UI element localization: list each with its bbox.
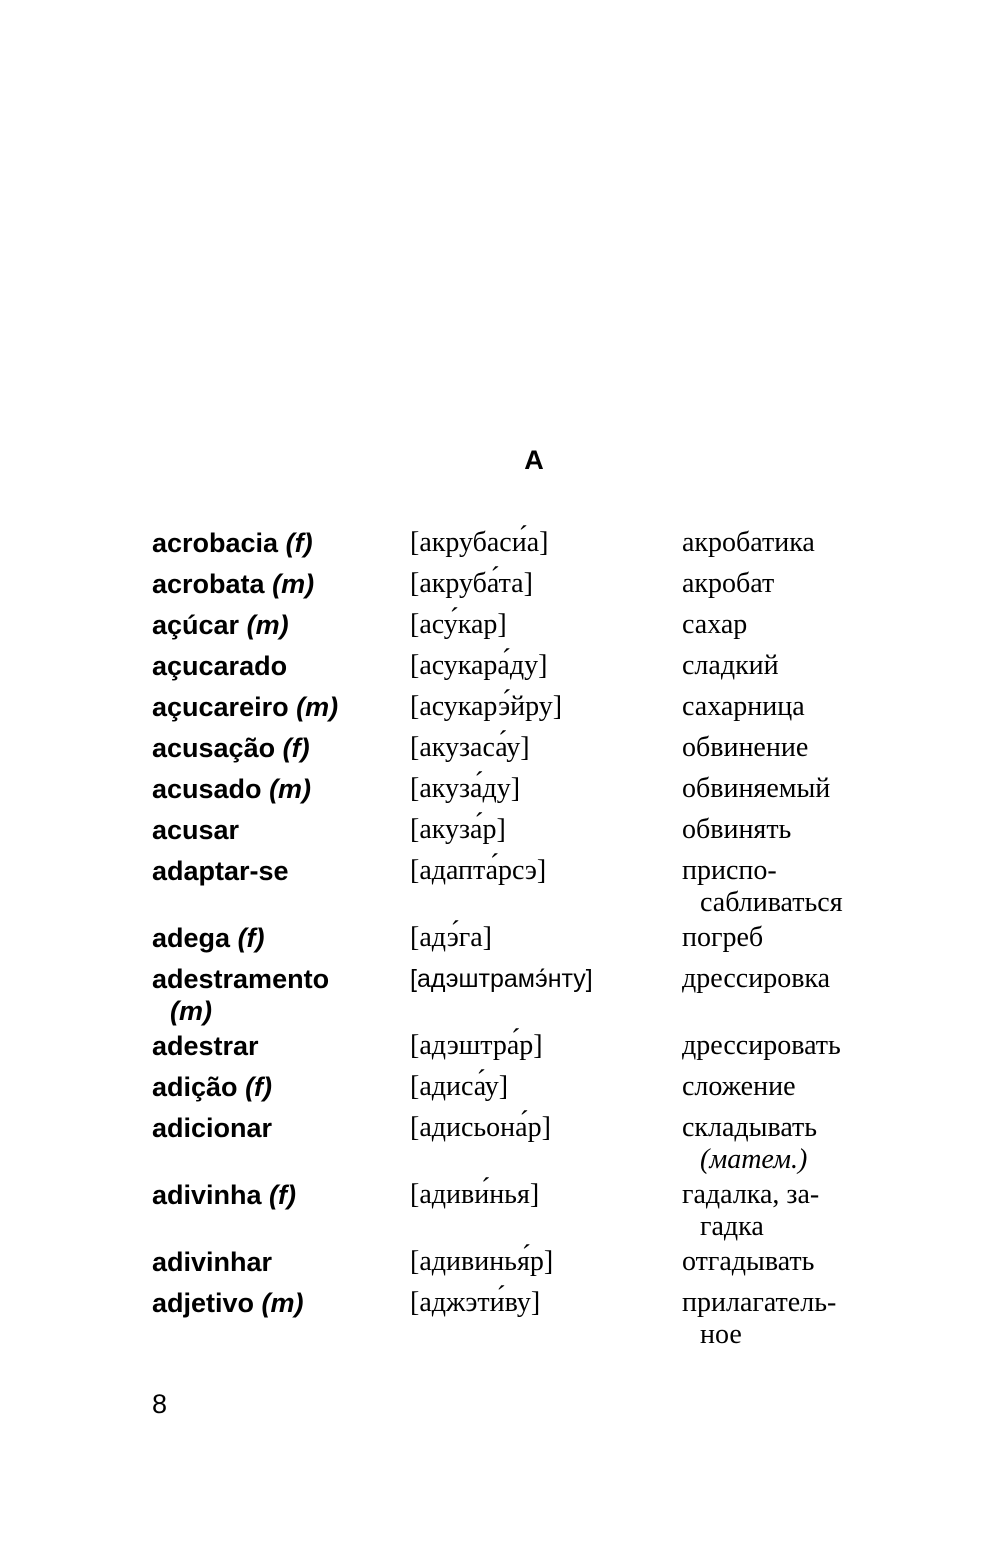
- dictionary-entry: [152, 1286, 872, 1353]
- dictionary-entry: [152, 649, 872, 690]
- entry-headword: [152, 962, 410, 1027]
- gender-label: (f): [282, 733, 310, 763]
- headword-text: adicionar: [152, 1113, 273, 1143]
- dictionary-entry: [152, 854, 872, 921]
- entry-meaning: [682, 731, 872, 764]
- entry-transcription: [асукарэ́йру]: [410, 691, 563, 722]
- meaning-text: обвиняемый: [682, 773, 831, 804]
- dictionary-entry: [152, 608, 872, 649]
- meaning-text: отгадывать: [682, 1246, 815, 1277]
- meaning-text: сладкий: [682, 650, 779, 681]
- dictionary-entry: [152, 567, 872, 608]
- entry-headword: [152, 690, 410, 723]
- entry-meaning: [682, 649, 872, 682]
- entry-meaning: [682, 921, 872, 954]
- dictionary-entry: [152, 1070, 872, 1111]
- meaning-text: акробатика: [682, 527, 815, 558]
- dictionary-entry: [152, 1245, 872, 1286]
- dictionary-entry: [152, 772, 872, 813]
- gender-label: (f): [285, 528, 313, 558]
- gender-label: (m): [272, 569, 315, 599]
- entry-transcription: [адэ́га]: [410, 922, 492, 953]
- headword-text: adjetivo: [152, 1288, 255, 1318]
- meaning-text: обвинять: [682, 814, 792, 845]
- entry-meaning: [682, 1111, 872, 1176]
- entry-meaning: [682, 854, 872, 919]
- dictionary-entry: [152, 526, 872, 567]
- headword-text: acrobacia: [152, 528, 279, 558]
- entry-meaning: [682, 813, 872, 846]
- section-letter-heading: A: [524, 445, 544, 475]
- entry-headword: [152, 1286, 410, 1319]
- meaning-continuation: сабливаться: [700, 887, 843, 918]
- entry-headword: [152, 813, 410, 846]
- entry-headword: [152, 1029, 410, 1062]
- headword-text: acusar: [152, 815, 240, 845]
- entry-headword: [152, 921, 410, 954]
- meaning-text: дрессировать: [682, 1030, 841, 1061]
- entry-transcription: [адэштра́р]: [410, 1030, 543, 1061]
- entry-meaning: [682, 567, 872, 600]
- meaning-continuation: ное: [700, 1319, 742, 1350]
- entry-headword: [152, 649, 410, 682]
- entry-transcription: [акузаса́у]: [410, 732, 530, 763]
- entry-headword: [152, 1245, 410, 1278]
- entry-transcription: [адиви́нья]: [410, 1179, 540, 1210]
- gender-label: (m): [296, 692, 339, 722]
- gender-label: (f): [269, 1180, 297, 1210]
- meaning-text: дрессировка: [682, 963, 831, 994]
- entry-transcription: [акрубаси́а]: [410, 527, 549, 558]
- dictionary-entries: [152, 526, 872, 1353]
- headword-text: açucarado: [152, 651, 288, 681]
- headword-text: acusação: [152, 733, 276, 763]
- meaning-text: акробат: [682, 568, 775, 599]
- entry-transcription: [адисьона́р]: [410, 1112, 551, 1143]
- meaning-text: прилагатель-: [682, 1287, 837, 1318]
- entry-headword: [152, 1111, 410, 1144]
- gender-label: (f): [237, 923, 265, 953]
- meaning-text: сахарница: [682, 691, 805, 722]
- entry-meaning: [682, 1245, 872, 1278]
- headword-text: adição: [152, 1072, 238, 1102]
- entry-headword: [152, 608, 410, 641]
- headword-text: adaptar-se: [152, 856, 289, 886]
- entry-meaning: [682, 1070, 872, 1103]
- meaning-text: обвинение: [682, 732, 809, 763]
- entry-meaning: [682, 690, 872, 723]
- entry-transcription: [аджэти́ву]: [410, 1287, 541, 1318]
- entry-transcription: [асукара́ду]: [410, 650, 548, 681]
- headword-text: adestramento: [152, 964, 330, 994]
- dictionary-entry: [152, 1029, 872, 1070]
- headword-text: acrobata: [152, 569, 265, 599]
- gender-label: (f): [245, 1072, 273, 1102]
- meaning-text: погреб: [682, 922, 764, 953]
- entry-headword: [152, 854, 410, 887]
- meaning-text: гадалка, за-: [682, 1179, 820, 1210]
- entry-transcription: [акуза́р]: [410, 814, 506, 845]
- headword-text: açúcar: [152, 610, 240, 640]
- entry-transcription: [адиса́у]: [410, 1071, 509, 1102]
- entry-headword: [152, 731, 410, 764]
- meaning-text: сахар: [682, 609, 748, 640]
- entry-headword: [152, 772, 410, 805]
- entry-headword: [152, 1070, 410, 1103]
- dictionary-entry: [152, 690, 872, 731]
- entry-meaning: [682, 526, 872, 559]
- meaning-text: складывать: [682, 1112, 818, 1143]
- gender-label: (m): [246, 610, 289, 640]
- entry-headword: [152, 567, 410, 600]
- dictionary-entry: [152, 1178, 872, 1245]
- entry-meaning: [682, 608, 872, 641]
- dictionary-entry: [152, 921, 872, 962]
- headword-text: adestrar: [152, 1031, 259, 1061]
- headword-text: adivinhar: [152, 1247, 273, 1277]
- entry-transcription: [акруба́та]: [410, 568, 533, 599]
- entry-meaning: [682, 772, 872, 805]
- entry-transcription: [асу́кар]: [410, 609, 507, 640]
- gender-label: (m): [269, 774, 312, 804]
- headword-text: açucareiro: [152, 692, 289, 722]
- dictionary-entry: [152, 813, 872, 854]
- dictionary-entry: [152, 962, 872, 1029]
- headword-text: adivinha: [152, 1180, 262, 1210]
- entry-transcription: [адивинья́р]: [410, 1246, 554, 1277]
- headword-text: acusado: [152, 774, 262, 804]
- entry-transcription: [акуза́ду]: [410, 773, 521, 804]
- meaning-continuation: (матем.): [700, 1144, 808, 1175]
- meaning-text: сложение: [682, 1071, 796, 1102]
- entry-transcription: [адэштрамэ́нту]: [410, 965, 593, 993]
- entry-meaning: [682, 1029, 872, 1062]
- headword-text: adega: [152, 923, 231, 953]
- meaning-text: приспо-: [682, 855, 777, 886]
- page-number: 8: [152, 1389, 168, 1419]
- entry-headword: [152, 526, 410, 559]
- entry-meaning: [682, 962, 872, 995]
- entry-meaning: [682, 1178, 872, 1243]
- meaning-continuation: гадка: [700, 1211, 764, 1242]
- gender-label: (m): [261, 1288, 304, 1318]
- entry-transcription: [адапта́рсэ]: [410, 855, 547, 886]
- dictionary-entry: [152, 731, 872, 772]
- entry-meaning: [682, 1286, 872, 1351]
- dictionary-entry: [152, 1111, 872, 1178]
- gender-label: (m): [170, 996, 212, 1026]
- entry-headword: [152, 1178, 410, 1211]
